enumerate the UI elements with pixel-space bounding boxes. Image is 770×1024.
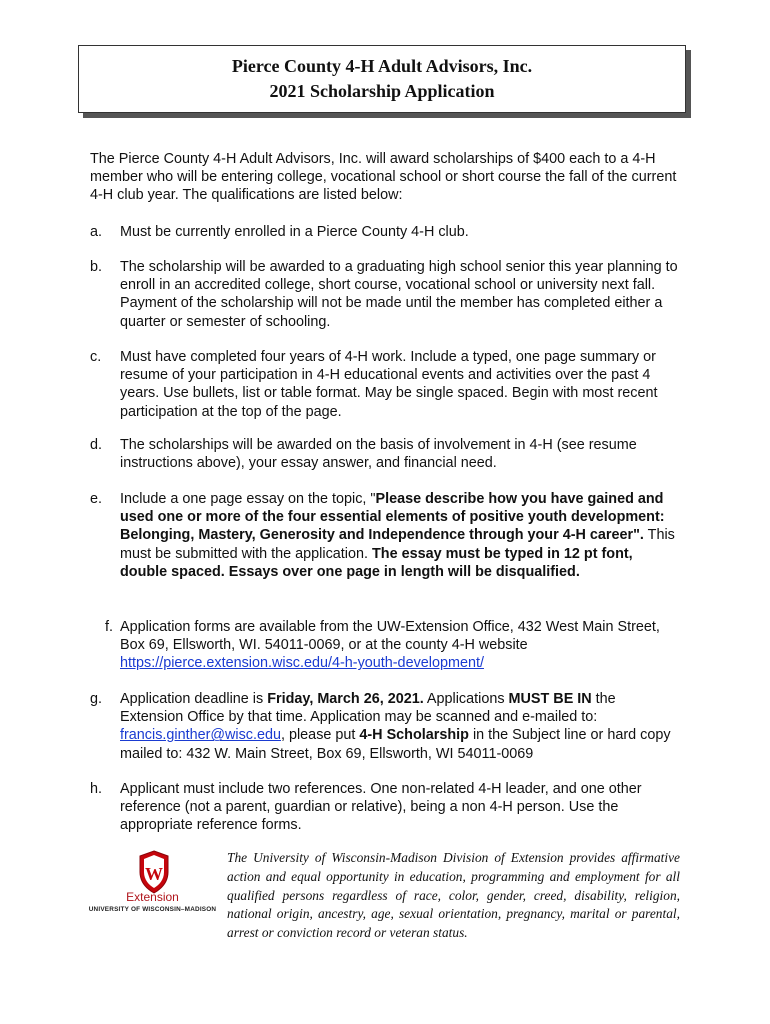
item-letter: g.: [90, 691, 103, 707]
item-text: The scholarships will be awarded on the basis of involvement in 4-H (see resume instructions above), your essay answer, and financial need.: [120, 437, 637, 472]
deadline-date: Friday, March 26, 2021.: [267, 691, 424, 707]
deadline-text-4: , please put: [280, 727, 360, 744]
must-be-in: MUST BE IN: [508, 691, 592, 707]
qualification-g: [90, 690, 680, 763]
qualification-f: [90, 618, 680, 673]
essay-intro-text: Include a one page essay on the topic, ": [120, 491, 376, 507]
logo-university-name: UNIVERSITY OF WISCONSIN–MADISON: [88, 906, 217, 913]
qualification-h: [90, 780, 680, 835]
qualification-b: [90, 258, 680, 331]
deadline-text-3: the Extension Office by that time. Application may be scanned and e-mailed to:: [120, 691, 616, 726]
eeo-statement: The University of Wisconsin-Madison Division of Extension provides affirmative action and equal opportunity in education, programming and employment for all qualified persons regardless of race, color, gender, creed, disability, religion, national origin, ancestry, age, sexual orientation, pregnancy, marital or parental, arrest or conviction record or veteran status.: [227, 850, 680, 941]
deadline-text: Application deadline is: [120, 691, 268, 707]
item-letter: a.: [90, 224, 103, 240]
essay-format-rule: The essay must be typed in 12 pt font, double spaced. Essays over one page in length will be disqualified.: [120, 545, 633, 580]
title-box: [78, 45, 686, 113]
item-text: [120, 618, 680, 673]
title-line-1: Pierce County 4-H Adult Advisors, Inc.: [231, 56, 533, 76]
item-letter: f.: [105, 619, 113, 635]
crest-letter: W: [145, 864, 163, 884]
item-text: [120, 690, 680, 763]
logo-extension-word: Extension: [126, 890, 179, 904]
qualification-a: [90, 223, 680, 241]
subject-line: 4-H Scholarship: [359, 727, 469, 744]
item-letter: b.: [90, 259, 103, 275]
mailing-address-text: in the Subject line or hard copy mailed to: 432 W. Main Street, Box 69, Ellsworth, WI 54011-0069: [120, 727, 671, 762]
item-text: Must be currently enrolled in a Pierce County 4-H club.: [120, 224, 469, 240]
essay-topic: Please describe how you have gained and used one or more of the four essential elements of positive youth development: Belonging, Mastery, Generosity and Independence through your 4-H career".: [120, 491, 665, 544]
item-letter: h.: [90, 781, 103, 797]
county-4h-website-link[interactable]: https://pierce.extension.wisc.edu/4-h-youth-development/: [120, 655, 484, 672]
title-line-2: 2021 Scholarship Application: [269, 81, 495, 101]
intro-paragraph: The Pierce County 4-H Adult Advisors, Inc. will award scholarships of $400 each to a 4-H member who will be entering college, vocational school or short course the fall of the current 4-H club year. The qualifications are listed below:: [90, 151, 677, 204]
item-letter: e.: [90, 491, 103, 507]
item-text: Applicant must include two references. One non-related 4-H leader, and one other reference (not a parent, guardian or relative), being a non 4-H person. Use the appropriate reference forms.: [120, 781, 642, 834]
qualification-c: [90, 348, 680, 421]
item-letter: d.: [90, 437, 103, 453]
item-letter: c.: [90, 349, 102, 365]
item-text: [120, 490, 680, 581]
email-link[interactable]: francis.ginther@wisc.edu: [120, 727, 281, 744]
item-text: The scholarship will be awarded to a graduating high school senior this year planning to enroll in an accredited college, short course, vocational school or university next fall. Payment of the scholarship will not be made until the member has completed either a quarter or semester of schooling.: [120, 259, 678, 330]
qualification-e: [90, 490, 680, 581]
qualification-d: [90, 436, 680, 472]
forms-availability-text: Application forms are available from the UW-Extension Office, 432 West Main Street, Box 69, Ellsworth, WI. 54011-0069, or at the county 4-H website: [120, 619, 660, 654]
essay-submit-text: This must be submitted with the application.: [120, 527, 675, 562]
item-text: Must have completed four years of 4-H work. Include a typed, one page summary or resume of your participation in 4-H educational events and activities over the past 4 years. Use bullets, list or table format. May be single spaced. Begin with most recent participation at the top of the page.: [120, 349, 658, 420]
uw-extension-logo: [85, 848, 220, 918]
deadline-text-2: Applications: [423, 691, 509, 707]
uw-crest-icon: [137, 850, 171, 894]
